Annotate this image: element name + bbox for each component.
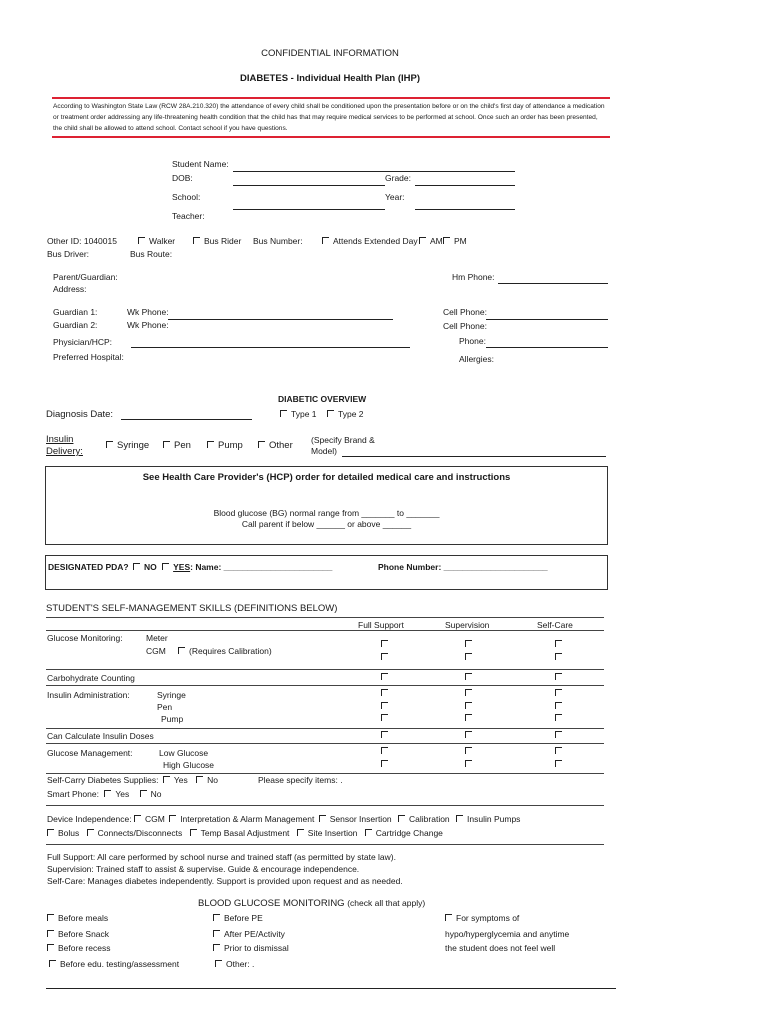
pda-yes-checkbox[interactable] — [162, 563, 169, 570]
guardian1-cell-phone: Cell Phone: — [443, 307, 487, 317]
symptoms-line-2: hypo/hyperglycemia and anytime — [445, 929, 570, 939]
device-temp-basal-checkbox[interactable] — [190, 829, 197, 836]
hm-phone-label: Hm Phone: — [452, 272, 495, 282]
dob-field[interactable] — [233, 185, 385, 186]
skill-full-support-checkbox[interactable] — [381, 640, 388, 647]
guardian2-wk-phone: Wk Phone: — [127, 320, 169, 330]
skill-full-support-checkbox[interactable] — [381, 689, 388, 696]
device-temp-basal-label: Temp Basal Adjustment — [200, 828, 290, 838]
high-glucose-label: High Glucose — [163, 760, 215, 770]
smart-phone-yes-label: Yes — [115, 789, 130, 799]
skill-supervision-checkbox[interactable] — [465, 653, 472, 660]
device-cartridge-checkbox[interactable] — [365, 829, 372, 836]
device-cartridge-label: Cartridge Change — [375, 828, 443, 838]
device-site-label: Site Insertion — [307, 828, 358, 838]
insulin-delivery-label-2: Delivery: — [46, 446, 83, 457]
self-carry-no-label: No — [207, 775, 218, 785]
student-name-label: Student Name: — [172, 159, 229, 169]
skill-self-care-checkbox[interactable] — [555, 731, 562, 738]
self-carry-row — [47, 775, 218, 785]
insulin-syringe-label: Syringe — [157, 690, 186, 700]
student-name-field[interactable] — [233, 171, 515, 172]
extended-day-checkbox[interactable] — [322, 237, 329, 244]
dob-label: DOB: — [172, 173, 193, 183]
extended-day-option[interactable]: Attends Extended Day — [322, 236, 418, 246]
row-border-4 — [46, 743, 604, 744]
parent-label: Parent/Guardian: — [53, 272, 118, 282]
guardian1-label: Guardian 1: — [53, 307, 98, 317]
overview-heading: DIABETIC OVERVIEW — [278, 394, 367, 404]
school-label: School: — [172, 192, 201, 202]
specify-brand-field[interactable] — [342, 456, 606, 457]
skill-full-support-checkbox[interactable] — [381, 653, 388, 660]
specify-items-label: Please specify items: . — [258, 775, 343, 785]
other-option[interactable]: Other — [258, 440, 293, 451]
am-checkbox[interactable] — [419, 237, 426, 244]
cgm-label: CGM — [146, 646, 166, 656]
device-bolus-label: Bolus — [58, 828, 80, 838]
device-sensor-checkbox[interactable] — [319, 815, 326, 822]
skill-self-care-checkbox[interactable] — [555, 673, 562, 680]
law-notice: According to Washington State Law (RCW 28A.210.320) the attendance of every child shall be conditioned upon the presentation before or on the child's first day of attendance a medication or treatment order addressing any life-threatening health condition that the child has that may require medical services to be performed at school. Once such an order has been presented, the child shall be allowed to attend school. Contact school if you have questions. — [53, 103, 605, 132]
row-border-5 — [46, 773, 604, 774]
before-pe-checkbox[interactable] — [213, 914, 220, 921]
physician-label: Physician/HCP: — [53, 337, 113, 347]
insulin-pen-label: Pen — [157, 702, 173, 712]
skill-supervision-checkbox[interactable] — [465, 673, 472, 680]
self-carry-yes-checkbox[interactable] — [163, 776, 170, 783]
year-field[interactable] — [415, 209, 515, 210]
before-snack-option[interactable]: Before Snack — [47, 929, 109, 939]
specify-model-label: Model) — [311, 446, 337, 456]
device-cgm-checkbox[interactable] — [134, 815, 141, 822]
guardian2-cell-phone: Cell Phone: — [443, 321, 487, 331]
row-border-1 — [46, 669, 604, 670]
skills-top-border — [46, 617, 604, 618]
confidential-label: CONFIDENTIAL INFORMATION — [261, 48, 399, 59]
low-glucose-label: Low Glucose — [159, 748, 209, 758]
before-testing-option[interactable]: Before edu. testing/assessment — [49, 959, 179, 969]
skills-heading: STUDENT'S SELF-MANAGEMENT SKILLS (DEFINITIONS BELOW) — [46, 603, 338, 614]
insulin-pump-label: Pump — [161, 714, 184, 724]
allergies-label: Allergies: — [459, 354, 494, 364]
device-bolus-checkbox[interactable] — [47, 829, 54, 836]
smart-phone-label: Smart Phone: — [47, 789, 99, 799]
header-divider — [52, 97, 610, 99]
skill-supervision-checkbox[interactable] — [465, 640, 472, 647]
before-meals-checkbox[interactable] — [47, 914, 54, 921]
skill-supervision-checkbox[interactable] — [465, 702, 472, 709]
bg-monitoring-heading: BLOOD GLUCOSE MONITORING (check all that apply) — [198, 898, 426, 909]
symptoms-checkbox[interactable] — [445, 914, 452, 921]
insulin-delivery-label-1: Insulin — [46, 434, 74, 445]
pump-checkbox[interactable] — [207, 441, 214, 448]
address-label: Address: — [53, 284, 87, 294]
bus-route-label: Bus Route: — [130, 249, 173, 259]
bg-other-checkbox[interactable] — [215, 960, 222, 967]
specify-brand-label: (Specify Brand & — [311, 435, 375, 445]
pen-option[interactable]: Pen — [163, 440, 191, 451]
guardian1-wk-phone: Wk Phone: — [127, 307, 169, 317]
pda-no-checkbox[interactable] — [133, 563, 140, 570]
def-self-care: Self-Care: Manages diabetes independently. Support is provided upon request and as needed. — [47, 876, 403, 886]
pm-option[interactable]: PM — [443, 236, 467, 246]
skill-supervision-checkbox[interactable] — [465, 760, 472, 767]
self-carry-yes-label: Yes — [173, 775, 188, 785]
col-self-care: Self-Care — [537, 620, 573, 630]
def-supervision: Supervision: Trained staff to assist & supervise. Guide & encourage independence. — [47, 864, 360, 874]
guardian2-label: Guardian 2: — [53, 320, 98, 330]
bus-rider-checkbox[interactable] — [193, 237, 200, 244]
prior-dismissal-checkbox[interactable] — [213, 944, 220, 951]
walker-checkbox[interactable] — [138, 237, 145, 244]
skill-self-care-checkbox[interactable] — [555, 747, 562, 754]
skills-header-border — [46, 630, 604, 631]
before-meals-option[interactable]: Before meals — [47, 913, 108, 923]
after-pe-option[interactable]: After PE/Activity — [213, 929, 285, 939]
type1-checkbox[interactable] — [280, 410, 287, 417]
pda-label: DESIGNATED PDA? — [48, 562, 129, 572]
smart-phone-row — [47, 789, 161, 799]
before-pe-option[interactable]: Before PE — [213, 913, 263, 923]
form-title: DIABETES - Individual Health Plan (IHP) — [240, 73, 420, 84]
skill-full-support-checkbox[interactable] — [381, 747, 388, 754]
pda-no-label: NO — [143, 562, 157, 572]
type2-checkbox[interactable] — [327, 410, 334, 417]
after-pe-checkbox[interactable] — [213, 930, 220, 937]
device-row-2 — [47, 828, 443, 838]
skill-supervision-checkbox[interactable] — [465, 689, 472, 696]
bus-number-label: Bus Number: — [253, 236, 303, 246]
hospital-label: Preferred Hospital: — [53, 352, 124, 362]
header-divider-bottom — [52, 136, 610, 138]
walker-option[interactable]: Walker — [138, 236, 175, 246]
pm-checkbox[interactable] — [443, 237, 450, 244]
calc-doses-label: Can Calculate Insulin Doses — [47, 731, 154, 741]
physician-field[interactable] — [131, 347, 410, 348]
pda-phone-label: Phone Number: ______________________ — [378, 562, 548, 572]
device-label: Device Independence: — [47, 814, 132, 824]
pda-row — [48, 562, 332, 572]
skill-self-care-checkbox[interactable] — [555, 689, 562, 696]
syringe-option[interactable]: Syringe — [106, 440, 149, 451]
pda-name-label: : Name: _______________________ — [190, 562, 333, 572]
pda-yes-label: YES — [173, 562, 191, 572]
year-label: Year: — [385, 192, 405, 202]
pen-checkbox[interactable] — [163, 441, 170, 448]
call-parent-text: Call parent if below ______ or above ______ — [241, 519, 412, 529]
glucose-monitoring-label: Glucose Monitoring: — [47, 633, 123, 643]
skill-full-support-checkbox[interactable] — [381, 731, 388, 738]
device-calibration-checkbox[interactable] — [398, 815, 405, 822]
carb-counting-label: Carbohydrate Counting — [47, 673, 135, 683]
skill-supervision-checkbox[interactable] — [465, 747, 472, 754]
symptoms-line-3: the student does not feel well — [445, 943, 556, 953]
row-border-3 — [46, 728, 604, 729]
diagnosis-label: Diagnosis Date: — [46, 409, 114, 420]
symptoms-option[interactable]: For symptoms of — [445, 913, 519, 923]
device-calibration-label: Calibration — [409, 814, 450, 824]
smart-phone-yes-checkbox[interactable] — [104, 790, 111, 797]
pump-option[interactable]: Pump — [207, 440, 243, 451]
skill-supervision-checkbox[interactable] — [465, 731, 472, 738]
other-id: Other ID: 1040015 — [47, 236, 117, 246]
insulin-admin-label: Insulin Administration: — [47, 690, 130, 700]
type2-option[interactable]: Type 2 — [327, 409, 364, 419]
self-carry-label: Self-Carry Diabetes Supplies: — [47, 775, 159, 785]
requires-calibration-option[interactable]: (Requires Calibration) — [178, 646, 272, 656]
type1-option[interactable]: Type 1 — [280, 409, 317, 419]
skill-self-care-checkbox[interactable] — [555, 760, 562, 767]
device-pumps-label: Insulin Pumps — [467, 814, 521, 824]
glucose-mgmt-label: Glucose Management: — [47, 748, 133, 758]
physician-phone-field[interactable] — [486, 347, 608, 348]
self-carry-no-checkbox[interactable] — [196, 776, 203, 783]
bus-rider-option[interactable]: Bus Rider — [193, 236, 241, 246]
hcp-heading: See Health Care Provider's (HCP) order for detailed medical care and instructions — [142, 472, 511, 483]
school-field[interactable] — [233, 209, 385, 210]
device-bottom-border — [46, 844, 604, 845]
grade-field[interactable] — [415, 185, 515, 186]
skill-self-care-checkbox[interactable] — [555, 714, 562, 721]
before-snack-checkbox[interactable] — [47, 930, 54, 937]
other-checkbox[interactable] — [258, 441, 265, 448]
skill-self-care-checkbox[interactable] — [555, 640, 562, 647]
guardian1-cell-phone-field[interactable] — [486, 319, 608, 320]
teacher-label: Teacher: — [172, 211, 205, 221]
device-pumps-checkbox[interactable] — [456, 815, 463, 822]
grade-label: Grade: — [385, 173, 411, 183]
before-recess-option[interactable]: Before recess — [47, 943, 110, 953]
guardian1-wk-phone-field[interactable] — [168, 319, 393, 320]
skill-full-support-checkbox[interactable] — [381, 760, 388, 767]
bus-driver-label: Bus Driver: — [47, 249, 90, 259]
device-cgm-label: CGM — [144, 814, 165, 824]
before-testing-checkbox[interactable] — [49, 960, 56, 967]
hm-phone-field[interactable] — [498, 283, 608, 284]
device-alarm-label: Interpretation & Alarm Management — [180, 814, 315, 824]
pda-box — [45, 555, 608, 590]
syringe-checkbox[interactable] — [106, 441, 113, 448]
row-border-2 — [46, 685, 604, 686]
device-connects-checkbox[interactable] — [87, 829, 94, 836]
bg-other-option[interactable]: Other: . — [215, 959, 254, 969]
am-option[interactable]: AM — [419, 236, 443, 246]
def-full-support: Full Support: All care performed by school nurse and trained staff (as permitted by state law). — [47, 852, 396, 862]
skills-bottom-border — [46, 805, 604, 806]
smart-phone-no-checkbox[interactable] — [140, 790, 147, 797]
skill-full-support-checkbox[interactable] — [381, 714, 388, 721]
device-site-checkbox[interactable] — [297, 829, 304, 836]
col-full-support: Full Support — [358, 620, 404, 630]
meter-label: Meter — [146, 633, 168, 643]
page-bottom-rule — [46, 988, 616, 989]
smart-phone-no-label: No — [150, 789, 162, 799]
device-sensor-label: Sensor Insertion — [329, 814, 392, 824]
col-supervision: Supervision — [445, 620, 490, 630]
skill-supervision-checkbox[interactable] — [465, 714, 472, 721]
device-row-1 — [47, 814, 520, 824]
requires-calibration-checkbox[interactable] — [178, 647, 185, 654]
skill-self-care-checkbox[interactable] — [555, 653, 562, 660]
device-alarm-checkbox[interactable] — [169, 815, 176, 822]
before-recess-checkbox[interactable] — [47, 944, 54, 951]
physician-phone-label: Phone: — [459, 336, 486, 346]
device-connects-label: Connects/Disconnects — [97, 828, 183, 838]
skill-self-care-checkbox[interactable] — [555, 702, 562, 709]
bg-range-text: Blood glucose (BG) normal range from _______ to _______ — [213, 508, 440, 518]
diagnosis-field[interactable] — [121, 419, 252, 420]
skill-full-support-checkbox[interactable] — [381, 702, 388, 709]
skill-full-support-checkbox[interactable] — [381, 673, 388, 680]
prior-dismissal-option[interactable]: Prior to dismissal — [213, 943, 289, 953]
